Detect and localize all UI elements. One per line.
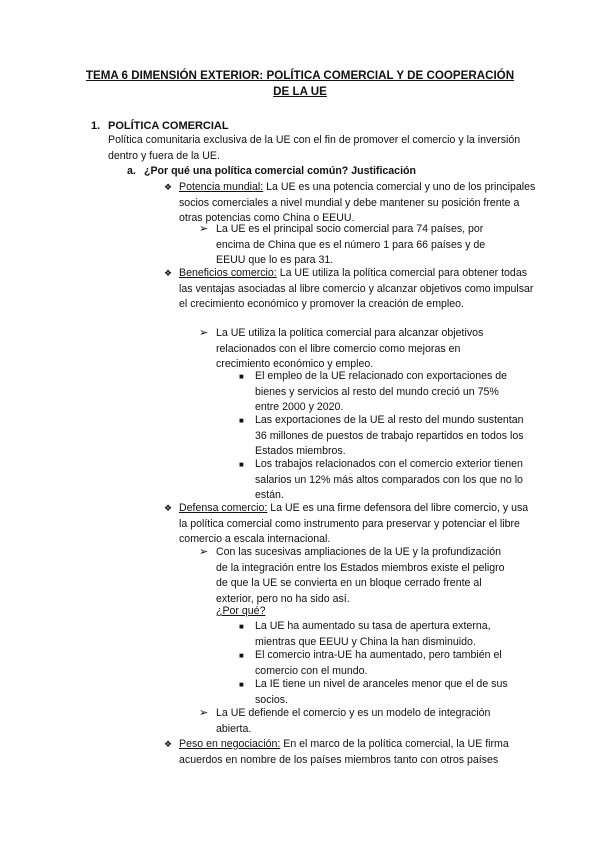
square-bullet-icon: ■: [239, 416, 244, 425]
square-bullet-icon: ■: [239, 372, 244, 381]
bullet-text: La UE es una firme defensora del libre comercio, y usa la política comercial como instrumento para preservar y potenciar el libre comercio a escala internacional.: [179, 502, 529, 546]
diamond-bullet-icon: ❖: [164, 182, 173, 192]
section-title: POLÍTICA COMERCIAL: [108, 120, 229, 132]
square-bullet-icon: ■: [239, 622, 244, 631]
why-label: ¿Por qué?: [216, 605, 266, 617]
diamond-bullet-icon: ❖: [164, 503, 173, 513]
sub-bullet-integracion-abierta: La UE defiende el comercio y es un modelo de integración abierta.: [216, 707, 491, 735]
arrow-bullet-icon: ➢: [199, 223, 209, 235]
diamond-bullet-icon: ❖: [164, 268, 173, 278]
square-bullet-icon: ■: [239, 460, 244, 469]
title-line-1: TEMA 6 DIMENSIÓN EXTERIOR: POLÍTICA COMERCIAL Y DE COOPERACIÓN: [85, 69, 515, 82]
item-aranceles: La IE tiene un nivel de aranceles menor que el de sus socios.: [255, 678, 508, 706]
bullet-peso-negociacion: [179, 737, 539, 768]
arrow-bullet-icon: ➢: [199, 546, 209, 558]
bullet-text: En el marco de la política comercial, la UE firma acuerdos en nombre de los países miembros tanto con otros países: [179, 738, 509, 766]
square-bullet-icon: ■: [239, 651, 244, 660]
document-title: [60, 68, 540, 100]
item-salarios-12: Los trabajos relacionados con el comercio exterior tienen salarios un 12% más altos comparados con los que no lo están.: [255, 458, 523, 502]
sub-bullet-objetivos: La UE utiliza la política comercial para alcanzar objetivos relacionados con el libre comercio como mejoras en crecimiento económico y empleo.: [216, 327, 484, 371]
item-tasa-apertura: La UE ha aumentado su tasa de apertura externa, mientras que EEUU y China la han disminuido.: [255, 620, 491, 648]
bullet-potencia-mundial: [179, 180, 539, 227]
arrow-bullet-icon: ➢: [199, 327, 209, 339]
bullet-term: Potencia mundial:: [179, 181, 264, 193]
bullet-text: La UE es una potencia comercial y uno de los principales socios comerciales a nivel mundial y debe mantener su posición frente a otras potencias como China o EEUU.: [179, 181, 536, 225]
sub-bullet-74-paises: La UE es el principal socio comercial para 74 países, por encima de China que es el número 1 para 66 países y de EEUU que lo es para 31.: [216, 223, 486, 267]
bullet-text: La UE utiliza la política comercial para obtener todas las ventajas asociadas al libre comercio y alcanzar objetivos como impulsar el crecimiento económico y promover la creación de empleo.: [179, 267, 534, 311]
square-bullet-icon: ■: [239, 680, 244, 689]
title-line-2: DE LA UE: [273, 85, 327, 98]
item-empleo-75: El empleo de la UE relacionado con exportaciones de bienes y servicios al resto del mundo creció un 75% entre 2000 y 2020.: [255, 370, 508, 414]
bullet-term: Beneficios comercio:: [179, 267, 277, 279]
item-comercio-intra-ue: El comercio intra-UE ha aumentado, pero también el comercio con el mundo.: [255, 649, 502, 677]
section-intro: Política comunitaria exclusiva de la UE con el fin de promover el comercio y la inversión dentro y fuera de la UE.: [108, 134, 521, 162]
item-exportaciones-36m: Las exportaciones de la UE al resto del mundo sustentan 36 millones de puestos de trabajo repartidos en todos los Estados miembros.: [255, 414, 524, 458]
subsection-title: ¿Por qué una política comercial común? Justificación: [144, 165, 416, 177]
diamond-bullet-icon: ❖: [164, 739, 173, 749]
section-number: 1.: [91, 120, 101, 132]
bullet-beneficios-comercio: [179, 266, 539, 313]
sub-bullet-ampliaciones: Con las sucesivas ampliaciones de la UE y la profundización de la integración entre los Estados miembros existe el peligro de que la UE se convierta en un bloque cerrado frente al exterior, pero no ha sido así.: [216, 546, 505, 605]
bullet-defensa-comercio: [179, 501, 539, 548]
subsection-marker: a.: [127, 165, 136, 177]
bullet-term: Defensa comercio:: [179, 502, 268, 514]
arrow-bullet-icon: ➢: [199, 707, 209, 719]
bullet-term: Peso en negociación:: [179, 738, 281, 750]
subsection-heading: [127, 164, 416, 180]
